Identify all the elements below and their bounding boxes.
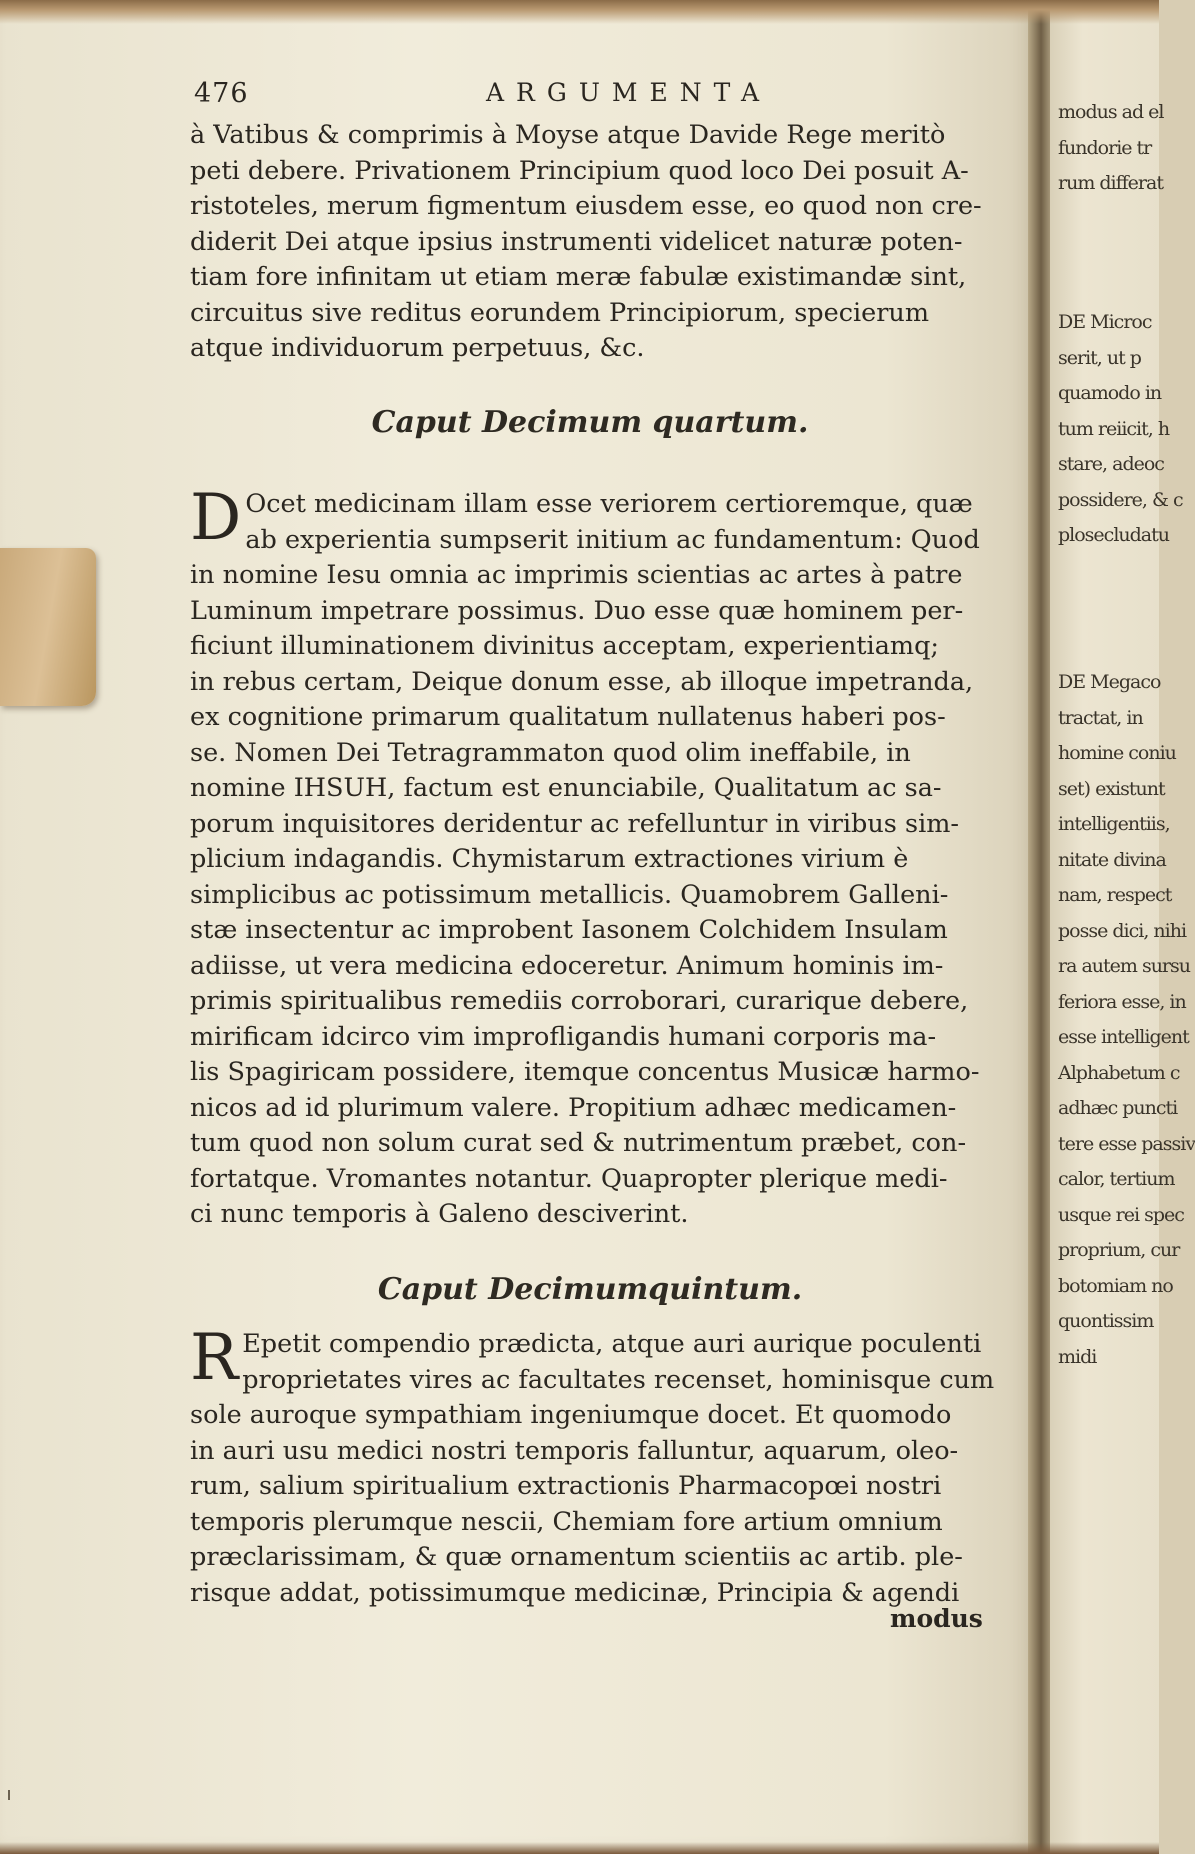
facing-line: Alphabetum c — [1058, 1061, 1180, 1084]
facing-line: stare, adeoc — [1058, 453, 1164, 475]
facing-line: midi — [1058, 1345, 1097, 1368]
text-line: ficiunt illuminationem divinitus acceptam, experientiamq; — [190, 631, 940, 661]
facing-page — [1050, 0, 1195, 1854]
text-line: Epetit compendio prædicta, atque auri aurique poculenti — [242, 1329, 982, 1359]
text-line: in nomine Iesu omnia ac imprimis scientias ac artes à patre — [190, 560, 963, 590]
text-line: in rebus certam, Deique donum esse, ab illoque impetranda, — [190, 666, 974, 697]
page-number: 476 — [194, 78, 249, 109]
text-line: porum inquisitores deridentur ac refelluntur in viribus sim- — [190, 808, 960, 839]
chapter-15-body — [190, 1321, 995, 1611]
drop-cap-initial: D — [190, 481, 242, 555]
page-bottom-edge — [0, 1842, 1159, 1854]
facing-line: proprium, cur — [1058, 1239, 1180, 1261]
drop-cap-initial: R — [190, 1321, 239, 1395]
text-line: ci nunc temporis à Galeno desciverint. — [190, 1199, 689, 1229]
text-line: simplicibus ac potissimum metallicis. Quamobrem Galleni- — [190, 879, 949, 910]
facing-line: quamodo in — [1058, 382, 1162, 404]
facing-line: serit, ut p — [1058, 346, 1141, 369]
facing-line: modus ad el — [1058, 101, 1164, 123]
facing-line: DE Microc — [1058, 311, 1152, 333]
facing-line: tum reiicit, h — [1058, 417, 1170, 440]
text-line: adiisse, ut vera medicina edoceretur. Animum hominis im- — [190, 950, 944, 981]
facing-line: nitate divina — [1058, 848, 1166, 871]
facing-line: quontissim — [1058, 1310, 1154, 1332]
text-line: nomine IHSUH, factum est enunciabile, Qualitatum ac sa- — [190, 773, 942, 803]
text-line: diderit Dei atque ipsius instrumenti videlicet naturæ poten- — [190, 226, 963, 257]
text-line: plicium indagandis. Chymistarum extractiones virium è — [190, 844, 909, 874]
facing-line: ra autem sursu — [1058, 955, 1191, 977]
chapter-14-body — [190, 481, 990, 1233]
text-line: fortatque. Vromantes notantur. Quapropter plerique medi- — [190, 1163, 948, 1194]
text-line: rum, salium spiritualium extractionis Pharmacopœi nostri — [190, 1471, 942, 1501]
facing-line: posse dici, nihi — [1058, 919, 1187, 942]
text-line: ab experientia sumpserit initium ac fundamentum: Quod — [245, 524, 980, 555]
top-paragraph — [190, 118, 990, 367]
text-line: præclarissimam, & quæ ornamentum scientiis ac artib. ple- — [190, 1542, 963, 1572]
text-line: temporis plerumque nescii, Chemiam fore artium omnium — [190, 1506, 943, 1537]
facing-line: homine coniu — [1058, 742, 1176, 764]
facing-line: feriora esse, in — [1058, 990, 1186, 1013]
text-line: peti debere. Privationem Principium quod loco Dei posuit A- — [190, 155, 969, 186]
text-line: Luminum impetrare possimus. Duo esse quæ hominem per- — [190, 595, 964, 626]
facing-line: plosecludatu — [1058, 524, 1169, 546]
text-line: se. Nomen Dei Tetragrammaton quod olim ineffabile, in — [190, 737, 911, 768]
catchword: modus — [890, 1604, 983, 1633]
text-line: in auri usu medici nostri temporis falluntur, aquarum, oleo- — [190, 1435, 959, 1466]
facing-top-block — [1058, 95, 1164, 202]
text-line: nicos ad id plurimum valere. Propitium adhæc medicamen- — [190, 1092, 957, 1123]
facing-line: calor, tertium — [1058, 1168, 1175, 1190]
margin-mark — [8, 1790, 10, 1800]
facing-block-megacosm — [1058, 665, 1195, 1375]
running-head: ARGUMENTA — [486, 78, 772, 107]
text-line: primis spiritualibus remediis corroborari, curarique debere, — [190, 986, 969, 1016]
text-line: lis Spagiricam possidere, itemque concentus Musicæ harmo- — [190, 1057, 980, 1087]
facing-line: nam, respect — [1058, 884, 1172, 906]
facing-line: possidere, & c — [1058, 488, 1183, 511]
facing-block-microcosm — [1058, 305, 1183, 554]
chapter-15-heading: Caput Decimumquintum. — [377, 1272, 803, 1307]
text-line: ristoteles, merum figmentum eiusdem esse, eo quod non cre- — [190, 191, 982, 221]
facing-line: usque rei spec — [1058, 1203, 1184, 1226]
text-line: à Vatibus & comprimis à Moyse atque Davide Rege meritò — [190, 120, 946, 150]
page-header — [194, 78, 994, 118]
text-line: Ocet medicinam illam esse veriorem certioremque, quæ — [245, 489, 973, 519]
text-line: circuitus sive reditus eorundem Principiorum, specierum — [190, 297, 930, 328]
facing-line: DE Megaco — [1058, 671, 1161, 693]
text-line: mirificam idcirco vim improfligandis humani corporis ma- — [190, 1021, 937, 1052]
facing-line: tere esse passiv — [1058, 1132, 1195, 1155]
text-line: risque addat, potissimumque medicinæ, Principia & agendi — [190, 1577, 960, 1608]
facing-line: rum differat — [1058, 172, 1163, 194]
facing-line: set) existunt — [1058, 777, 1165, 800]
text-line: proprietates vires ac facultates recenset, hominisque cum — [242, 1364, 995, 1395]
text-line: tiam fore infinitam ut etiam meræ fabulæ existimandæ sint, — [190, 262, 967, 292]
text-line: atque individuorum perpetuus, &c. — [190, 333, 645, 363]
text-line: sole auroque sympathiam ingeniumque docet. Et quomodo — [190, 1400, 952, 1430]
page-top-edge — [0, 0, 1159, 24]
text-line: ex cognitione primarum qualitatum nullatenus haberi pos- — [190, 702, 946, 732]
facing-line: adhæc puncti — [1058, 1097, 1178, 1119]
facing-line: intelligentiis, — [1058, 813, 1170, 835]
facing-line: esse intelligent — [1058, 1026, 1189, 1048]
text-line: stæ insectentur ac improbent Iasonem Colchidem Insulam — [190, 915, 948, 945]
text-line: tum quod non solum curat sed & nutrimentum præbet, con- — [190, 1128, 967, 1158]
facing-line: tractat, in — [1058, 706, 1143, 729]
chapter-14-heading: Caput Decimum quartum. — [371, 405, 809, 440]
facing-line: botomiam no — [1058, 1274, 1173, 1297]
facing-line: fundorie tr — [1058, 136, 1152, 159]
paper-tab-marker — [0, 548, 96, 706]
